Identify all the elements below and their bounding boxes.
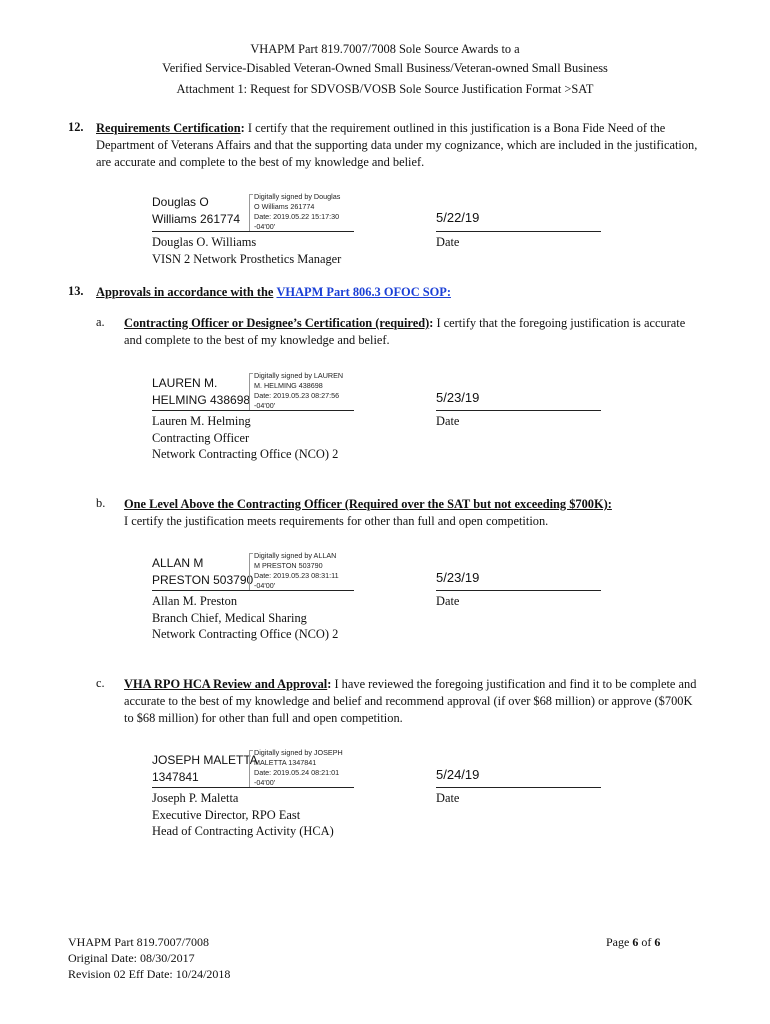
date-maletta: 5/24/19 <box>436 767 480 782</box>
signature-helming: LAUREN M. HELMING 438698 <box>152 376 251 407</box>
item-c-letter: c. <box>96 676 105 690</box>
date-helming: 5/23/19 <box>436 390 480 405</box>
signature-line <box>152 590 354 591</box>
ofoc-sop-link[interactable]: VHAPM Part 806.3 OFOC SOP: <box>276 285 451 299</box>
item-a-text: Contracting Officer or Designee’s Certification (required): I certify that the foregoing justification is accurate and complete to the best of my knowledge and belief. <box>124 316 686 347</box>
section-12-body: I certify that the requirement outlined in this justification is a Bona Fide Need of the Department of Veterans Affairs and that the supporting data under my cognizance, which are included in the justification, are accurate and complete to the best of my knowledge and belief. <box>96 121 698 169</box>
date-williams: 5/22/19 <box>436 210 480 225</box>
date-line <box>436 787 601 788</box>
date-label: Date <box>436 791 460 805</box>
item-c-body: I have reviewed the foregoing justification and find it to be complete and accurate to the best of my knowledge and belief and recommend approval (if over $68 million) or approve ($700K to $68 million) for other than full and open competition. <box>124 677 697 725</box>
section-12-text: Requirements Certification: I certify that the requirement outlined in this justification is a Bona Fide Need of the Department of Veterans Affairs and that the supporting data under my cognizance, which are included in the justification, are accurate and complete to the best of my knowledge and belief. <box>96 121 698 169</box>
signature-preston: ALLAN M PRESTON 503790 <box>152 556 254 587</box>
item-c-text: VHA RPO HCA Review and Approval: I have reviewed the foregoing justification and find it to be complete and accurate to the best of my knowledge and belief and recommend approval (if over $68 million) or approve ($700K to $68 million) for other than full and open competition. <box>124 677 697 725</box>
item-b-title: One Level Above the Contracting Officer (Required over the SAT but not exceeding $700K): <box>124 497 612 511</box>
signature-line <box>152 231 354 232</box>
digital-signature-maletta: Digitally signed by JOSEPH MALETTA 1347841 Date: 2019.05.24 08:21:01 -04'00' <box>254 748 343 787</box>
signature-line <box>152 410 354 411</box>
date-label: Date <box>436 235 460 249</box>
item-a-body: I certify that the foregoing justification is accurate and complete to the best of my knowledge and belief. <box>124 316 686 347</box>
item-b-body: I certify the justification meets requirements for other than full and open competition. <box>124 514 549 528</box>
signature-bracket <box>249 750 253 788</box>
digital-signature-williams: Digitally signed by Douglas O Williams 261774 Date: 2019.05.22 15:17:30 -04'00' <box>254 192 341 231</box>
digital-signature-helming: Digitally signed by LAUREN M. HELMING 438698 Date: 2019.05.23 08:27:56 -04'00' <box>254 371 344 410</box>
item-a-letter: a. <box>96 315 105 329</box>
date-line <box>436 590 601 591</box>
signature-bracket <box>249 373 253 411</box>
footer-line-1: VHAPM Part 819.7007/7008 <box>68 935 210 949</box>
date-label: Date <box>436 594 460 608</box>
header-line-3: Attachment 1: Request for SDVOSB/VOSB Sole Source Justification Format >SAT <box>176 82 594 96</box>
printed-name-maletta: Joseph P. Maletta Executive Director, RPO East Head of Contracting Activity (HCA) <box>152 791 334 838</box>
printed-name-williams: Douglas O. Williams VISN 2 Network Prosthetics Manager <box>152 235 342 266</box>
section-13-heading <box>96 284 451 301</box>
section-12-title: Requirements Certification <box>96 121 241 135</box>
header-line-1: VHAPM Part 819.7007/7008 Sole Source Awards to a <box>250 42 520 56</box>
section-13-number: 13. <box>68 284 84 298</box>
signature-williams: Douglas O Williams 261774 <box>152 195 241 226</box>
page-number: Page 6 of 6 <box>606 935 661 949</box>
signature-maletta: JOSEPH MALETTA 1347841 <box>152 753 258 784</box>
item-c-title: VHA RPO HCA Review and Approval <box>124 677 328 691</box>
item-a-title: Contracting Officer or Designee’s Certification (required) <box>124 316 430 330</box>
signature-line <box>152 787 354 788</box>
printed-name-helming: Lauren M. Helming Contracting Officer Network Contracting Office (NCO) 2 <box>152 414 339 461</box>
date-line <box>436 231 601 232</box>
printed-name-preston: Allan M. Preston Branch Chief, Medical Sharing Network Contracting Office (NCO) 2 <box>152 594 339 641</box>
header-line-2: Verified Service-Disabled Veteran-Owned Small Business/Veteran-owned Small Business <box>162 61 608 75</box>
item-b-text <box>124 496 724 530</box>
footer-line-2: Original Date: 08/30/2017 <box>68 951 195 965</box>
footer-line-3: Revision 02 Eff Date: 10/24/2018 <box>68 967 231 981</box>
signature-bracket <box>249 194 253 232</box>
section-13-title: Approvals in accordance with the <box>96 285 274 299</box>
footer-info <box>68 934 230 982</box>
item-b-letter: b. <box>96 496 106 510</box>
date-line <box>436 410 601 411</box>
date-label: Date <box>436 414 460 428</box>
document-header <box>0 40 770 99</box>
date-preston: 5/23/19 <box>436 570 480 585</box>
section-12-number: 12. <box>68 120 84 134</box>
digital-signature-preston: Digitally signed by ALLAN M PRESTON 503790 Date: 2019.05.23 08:31:11 -04'00' <box>254 551 339 590</box>
signature-bracket <box>249 553 253 591</box>
